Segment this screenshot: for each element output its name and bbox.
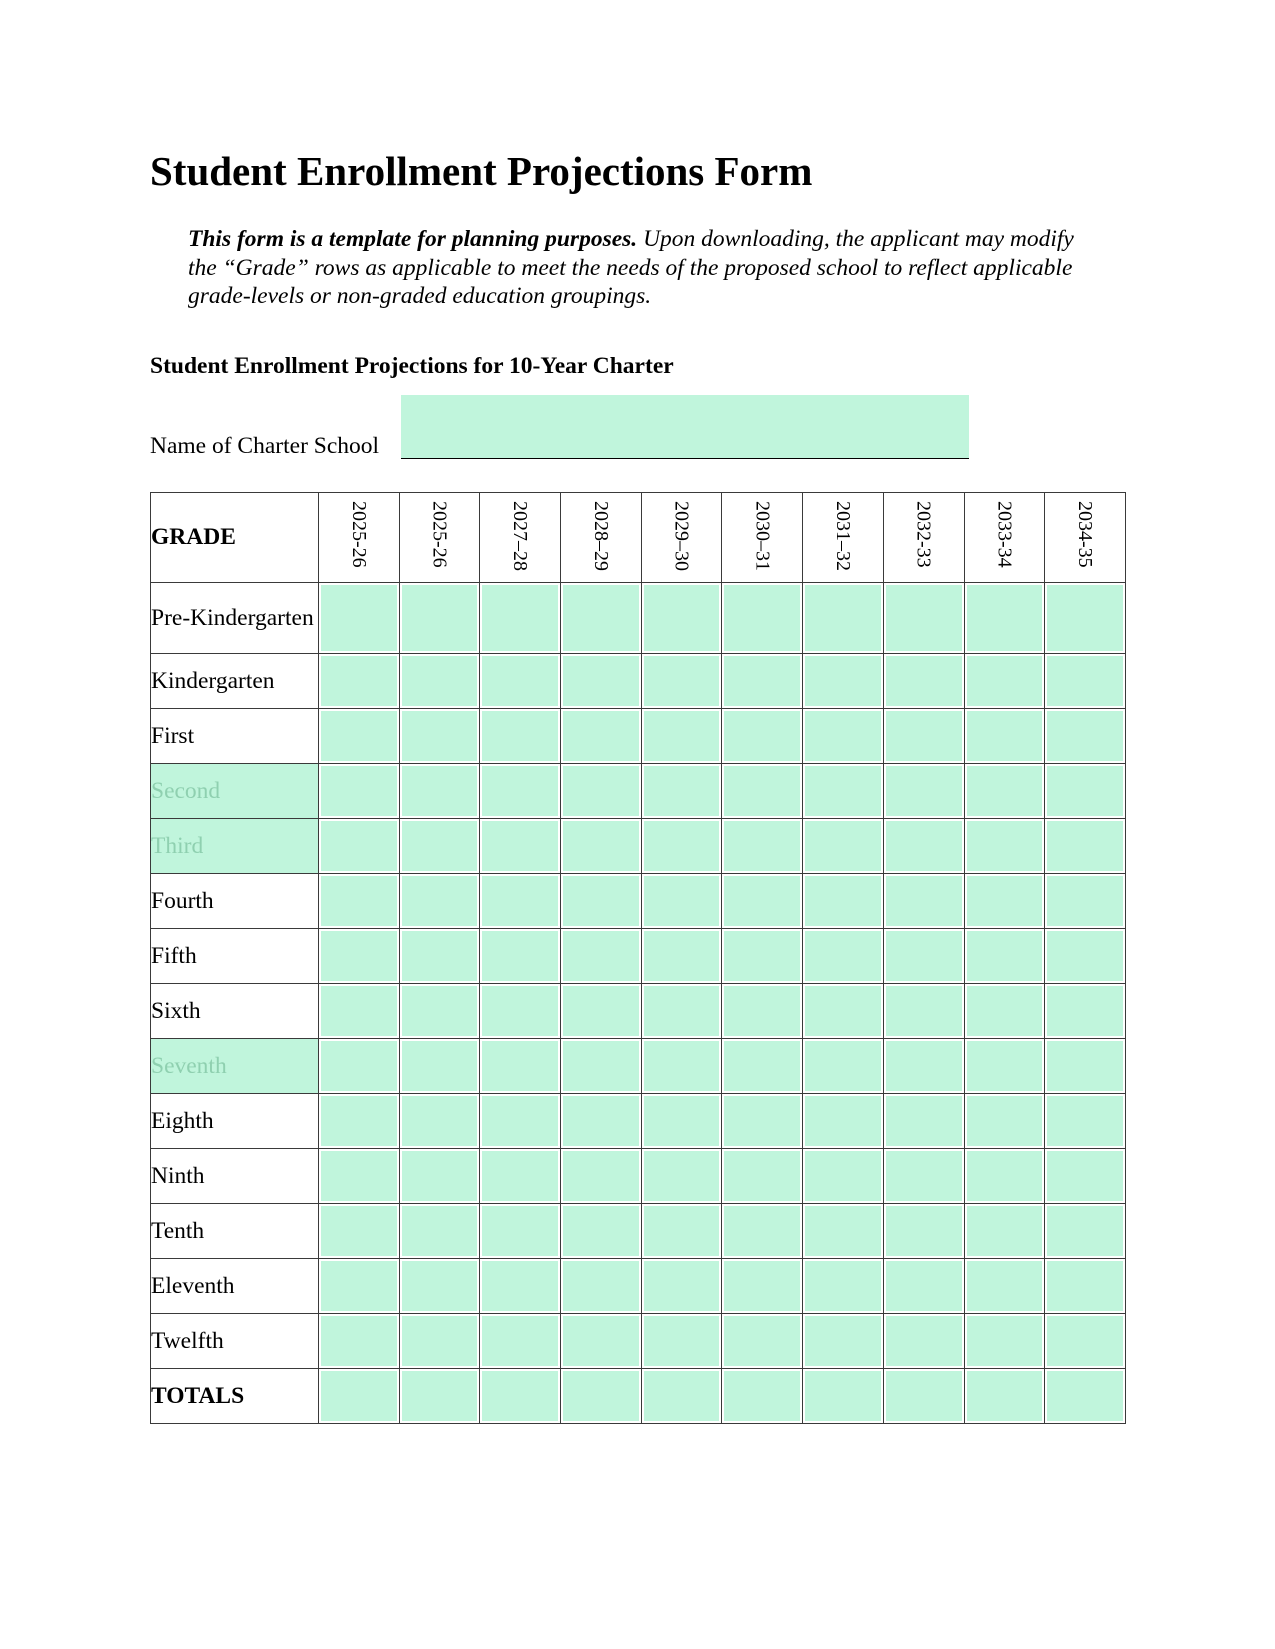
grade-label: Seventh: [151, 1039, 319, 1094]
enrollment-input-cell[interactable]: [641, 583, 722, 654]
enrollment-input-cell[interactable]: [480, 1314, 561, 1369]
enrollment-input-cell[interactable]: [319, 819, 400, 874]
grade-row: [151, 1094, 1126, 1149]
enrollment-input-cell[interactable]: [561, 654, 642, 709]
grade-label: Eleventh: [151, 1259, 319, 1314]
grade-label: Tenth: [151, 1204, 319, 1259]
enrollment-input-cell[interactable]: [480, 583, 561, 654]
enrollment-input-cell[interactable]: [399, 1204, 480, 1259]
totals-row: [151, 1369, 1126, 1424]
enrollment-input-cell[interactable]: [480, 1204, 561, 1259]
enrollment-input-cell[interactable]: [1045, 1369, 1126, 1424]
grade-row: [151, 654, 1126, 709]
enrollment-input-cell[interactable]: [722, 1314, 803, 1369]
enrollment-input-cell[interactable]: [399, 764, 480, 819]
enrollment-input-cell[interactable]: [883, 1039, 964, 1094]
grade-row: [151, 874, 1126, 929]
enrollment-input-cell[interactable]: [722, 874, 803, 929]
grade-row: [151, 764, 1126, 819]
enrollment-input-cell[interactable]: [641, 1369, 722, 1424]
enrollment-input-cell[interactable]: [561, 984, 642, 1039]
page-title: Student Enrollment Projections Form: [150, 148, 813, 194]
enrollment-input-cell[interactable]: [399, 709, 480, 764]
table-header-row: [151, 493, 1126, 583]
enrollment-input-cell[interactable]: [1045, 1094, 1126, 1149]
enrollment-input-cell[interactable]: [399, 1259, 480, 1314]
enrollment-input-cell[interactable]: [480, 819, 561, 874]
enrollment-input-cell[interactable]: [399, 654, 480, 709]
instructions-lead: This form is a template for planning purposes.: [188, 226, 638, 252]
enrollment-input-cell[interactable]: [480, 984, 561, 1039]
year-column-header: [641, 493, 722, 583]
enrollment-input-cell[interactable]: [561, 709, 642, 764]
enrollment-input-cell[interactable]: [1045, 1204, 1126, 1259]
enrollment-input-cell[interactable]: [399, 984, 480, 1039]
grade-label: Fifth: [151, 929, 319, 984]
grade-label: Eighth: [151, 1094, 319, 1149]
enrollment-input-cell[interactable]: [964, 1369, 1045, 1424]
year-column-header: [803, 493, 884, 583]
year-label: 2030–31: [751, 501, 774, 571]
enrollment-input-cell[interactable]: [964, 1094, 1045, 1149]
enrollment-input-cell[interactable]: [803, 929, 884, 984]
grade-label: Pre-Kindergarten: [151, 583, 319, 654]
enrollment-input-cell[interactable]: [480, 709, 561, 764]
enrollment-input-cell[interactable]: [399, 1039, 480, 1094]
enrollment-input-cell[interactable]: [641, 1259, 722, 1314]
grade-label: Third: [151, 819, 319, 874]
enrollment-input-cell[interactable]: [722, 1149, 803, 1204]
enrollment-input-cell[interactable]: [561, 1259, 642, 1314]
enrollment-input-cell[interactable]: [399, 929, 480, 984]
enrollment-input-cell[interactable]: [561, 874, 642, 929]
enrollment-input-cell[interactable]: [883, 984, 964, 1039]
enrollment-input-cell[interactable]: [1045, 984, 1126, 1039]
enrollment-input-cell[interactable]: [561, 819, 642, 874]
enrollment-input-cell[interactable]: [722, 1094, 803, 1149]
enrollment-input-cell[interactable]: [803, 1314, 884, 1369]
enrollment-input-cell[interactable]: [561, 1149, 642, 1204]
enrollment-input-cell[interactable]: [883, 929, 964, 984]
enrollment-input-cell[interactable]: [319, 1314, 400, 1369]
grade-row: [151, 929, 1126, 984]
school-name-label: Name of Charter School: [150, 433, 380, 459]
grade-row: [151, 1149, 1126, 1204]
year-label: 2025-26: [428, 501, 451, 568]
year-label: 2032-33: [912, 501, 935, 568]
year-column-header: [561, 493, 642, 583]
enrollment-input-cell[interactable]: [1045, 1149, 1126, 1204]
enrollment-input-cell[interactable]: [1045, 819, 1126, 874]
enrollment-input-cell[interactable]: [561, 583, 642, 654]
enrollment-input-cell[interactable]: [480, 1094, 561, 1149]
enrollment-input-cell[interactable]: [883, 1314, 964, 1369]
enrollment-input-cell[interactable]: [561, 929, 642, 984]
enrollment-input-cell[interactable]: [803, 1039, 884, 1094]
enrollment-input-cell[interactable]: [803, 1369, 884, 1424]
enrollment-input-cell[interactable]: [883, 1094, 964, 1149]
section-heading: Student Enrollment Projections for 10-Year Charter: [150, 353, 674, 379]
grade-row: [151, 1314, 1126, 1369]
enrollment-input-cell[interactable]: [641, 1094, 722, 1149]
enrollment-input-cell[interactable]: [883, 874, 964, 929]
year-column-header: [480, 493, 561, 583]
enrollment-input-cell[interactable]: [641, 984, 722, 1039]
year-column-header: [319, 493, 400, 583]
enrollment-input-cell[interactable]: [964, 929, 1045, 984]
table-body: [151, 583, 1126, 1424]
enrollment-input-cell[interactable]: [319, 1204, 400, 1259]
enrollment-input-cell[interactable]: [641, 819, 722, 874]
enrollment-input-cell[interactable]: [964, 1039, 1045, 1094]
enrollment-input-cell[interactable]: [883, 1259, 964, 1314]
enrollment-input-cell[interactable]: [399, 583, 480, 654]
enrollment-input-cell[interactable]: [803, 654, 884, 709]
enrollment-input-cell[interactable]: [641, 1149, 722, 1204]
enrollment-input-cell[interactable]: [641, 764, 722, 819]
year-column-header: [399, 493, 480, 583]
enrollment-input-cell[interactable]: [883, 1369, 964, 1424]
grade-label: Fourth: [151, 874, 319, 929]
enrollment-input-cell[interactable]: [803, 1094, 884, 1149]
enrollment-input-cell[interactable]: [319, 929, 400, 984]
enrollment-input-cell[interactable]: [480, 874, 561, 929]
grade-label: Sixth: [151, 984, 319, 1039]
enrollment-input-cell[interactable]: [803, 874, 884, 929]
enrollment-input-cell[interactable]: [480, 654, 561, 709]
enrollment-input-cell[interactable]: [803, 984, 884, 1039]
enrollment-input-cell[interactable]: [964, 819, 1045, 874]
enrollment-input-cell[interactable]: [722, 583, 803, 654]
year-column-header: [964, 493, 1045, 583]
year-label: 2034-35: [1074, 501, 1097, 568]
enrollment-input-cell[interactable]: [964, 709, 1045, 764]
enrollment-input-cell[interactable]: [561, 1369, 642, 1424]
enrollment-input-cell[interactable]: [319, 709, 400, 764]
grade-label: Kindergarten: [151, 654, 319, 709]
instructions-paragraph: [188, 225, 1108, 311]
year-label: 2027–28: [509, 501, 532, 571]
enrollment-input-cell[interactable]: [803, 764, 884, 819]
enrollment-input-cell[interactable]: [964, 984, 1045, 1039]
year-label: 2031–32: [831, 501, 854, 571]
enrollment-input-cell[interactable]: [722, 1039, 803, 1094]
enrollment-input-cell[interactable]: [1045, 874, 1126, 929]
grade-label: First: [151, 709, 319, 764]
enrollment-input-cell[interactable]: [803, 1259, 884, 1314]
enrollment-input-cell[interactable]: [641, 654, 722, 709]
grade-row: [151, 984, 1126, 1039]
enrollment-input-cell[interactable]: [883, 654, 964, 709]
year-label: 2029–30: [670, 501, 693, 571]
enrollment-input-cell[interactable]: [964, 1204, 1045, 1259]
grade-label: Second: [151, 764, 319, 819]
grade-label: Ninth: [151, 1149, 319, 1204]
enrollment-input-cell[interactable]: [1045, 1039, 1126, 1094]
enrollment-input-cell[interactable]: [561, 1204, 642, 1259]
enrollment-input-cell[interactable]: [1045, 1259, 1126, 1314]
enrollment-input-cell[interactable]: [964, 583, 1045, 654]
grade-row: [151, 1039, 1126, 1094]
year-label: 2033-34: [993, 501, 1016, 568]
enrollment-input-cell[interactable]: [561, 764, 642, 819]
enrollment-input-cell[interactable]: [883, 709, 964, 764]
enrollment-input-cell[interactable]: [641, 709, 722, 764]
enrollment-input-cell[interactable]: [399, 1094, 480, 1149]
enrollment-input-cell[interactable]: [803, 819, 884, 874]
year-column-header: [1045, 493, 1126, 583]
enrollment-input-cell[interactable]: [399, 1314, 480, 1369]
enrollment-input-cell[interactable]: [722, 654, 803, 709]
enrollment-input-cell[interactable]: [722, 819, 803, 874]
enrollment-input-cell[interactable]: [480, 1259, 561, 1314]
enrollment-input-cell[interactable]: [803, 583, 884, 654]
enrollment-input-cell[interactable]: [480, 764, 561, 819]
enrollment-input-cell[interactable]: [641, 1204, 722, 1259]
year-label: 2025-26: [347, 501, 370, 568]
enrollment-input-cell[interactable]: [1045, 929, 1126, 984]
enrollment-input-cell[interactable]: [722, 709, 803, 764]
grade-label: Twelfth: [151, 1314, 319, 1369]
enrollment-input-cell[interactable]: [964, 1149, 1045, 1204]
enrollment-input-cell[interactable]: [722, 984, 803, 1039]
grade-row: [151, 709, 1126, 764]
enrollment-input-cell[interactable]: [803, 709, 884, 764]
enrollment-input-cell[interactable]: [1045, 709, 1126, 764]
enrollment-input-cell[interactable]: [319, 1039, 400, 1094]
enrollment-input-cell[interactable]: [1045, 1314, 1126, 1369]
enrollment-input-cell[interactable]: [641, 1314, 722, 1369]
enrollment-table: [150, 492, 1126, 1424]
enrollment-input-cell[interactable]: [722, 1204, 803, 1259]
enrollment-input-cell[interactable]: [319, 654, 400, 709]
school-name-input[interactable]: [401, 395, 969, 459]
enrollment-input-cell[interactable]: [883, 819, 964, 874]
enrollment-input-cell[interactable]: [399, 1369, 480, 1424]
enrollment-input-cell[interactable]: [1045, 583, 1126, 654]
enrollment-input-cell[interactable]: [641, 1039, 722, 1094]
enrollment-input-cell[interactable]: [319, 1259, 400, 1314]
enrollment-input-cell[interactable]: [722, 1369, 803, 1424]
instructions-body: Upon downloading, the applicant may modify the “Grade” rows as applicable to meet the needs of the proposed school to reflect applicable grade-levels or non-graded education groupings.: [188, 226, 1074, 309]
enrollment-input-cell[interactable]: [964, 764, 1045, 819]
enrollment-input-cell[interactable]: [480, 1149, 561, 1204]
enrollment-input-cell[interactable]: [561, 1314, 642, 1369]
enrollment-input-cell[interactable]: [319, 1369, 400, 1424]
enrollment-input-cell[interactable]: [1045, 764, 1126, 819]
enrollment-input-cell[interactable]: [561, 1039, 642, 1094]
enrollment-input-cell[interactable]: [722, 929, 803, 984]
grade-row: [151, 819, 1126, 874]
grade-row: [151, 1259, 1126, 1314]
year-column-header: [722, 493, 803, 583]
enrollment-input-cell[interactable]: [480, 1369, 561, 1424]
enrollment-input-cell[interactable]: [803, 1149, 884, 1204]
enrollment-input-cell[interactable]: [964, 1259, 1045, 1314]
enrollment-input-cell[interactable]: [480, 929, 561, 984]
enrollment-input-cell[interactable]: [1045, 654, 1126, 709]
enrollment-input-cell[interactable]: [883, 1204, 964, 1259]
enrollment-input-cell[interactable]: [319, 874, 400, 929]
year-column-header: [883, 493, 964, 583]
enrollment-input-cell[interactable]: [480, 1039, 561, 1094]
enrollment-input-cell[interactable]: [883, 583, 964, 654]
enrollment-input-cell[interactable]: [641, 929, 722, 984]
enrollment-input-cell[interactable]: [319, 984, 400, 1039]
grade-column-header: GRADE: [151, 493, 319, 583]
enrollment-input-cell[interactable]: [964, 874, 1045, 929]
enrollment-input-cell[interactable]: [319, 583, 400, 654]
enrollment-input-cell[interactable]: [399, 1149, 480, 1204]
enrollment-input-cell[interactable]: [883, 1149, 964, 1204]
grade-label: TOTALS: [151, 1369, 319, 1424]
enrollment-input-cell[interactable]: [641, 874, 722, 929]
enrollment-input-cell[interactable]: [722, 764, 803, 819]
grade-row: [151, 583, 1126, 654]
enrollment-input-cell[interactable]: [319, 1149, 400, 1204]
enrollment-input-cell[interactable]: [319, 764, 400, 819]
enrollment-input-cell[interactable]: [964, 1314, 1045, 1369]
grade-row: [151, 1204, 1126, 1259]
year-label: 2028–29: [589, 501, 612, 571]
enrollment-input-cell[interactable]: [399, 819, 480, 874]
enrollment-input-cell[interactable]: [883, 764, 964, 819]
enrollment-input-cell[interactable]: [964, 654, 1045, 709]
enrollment-input-cell[interactable]: [399, 874, 480, 929]
enrollment-input-cell[interactable]: [722, 1259, 803, 1314]
enrollment-input-cell[interactable]: [561, 1094, 642, 1149]
enrollment-input-cell[interactable]: [319, 1094, 400, 1149]
enrollment-input-cell[interactable]: [803, 1204, 884, 1259]
